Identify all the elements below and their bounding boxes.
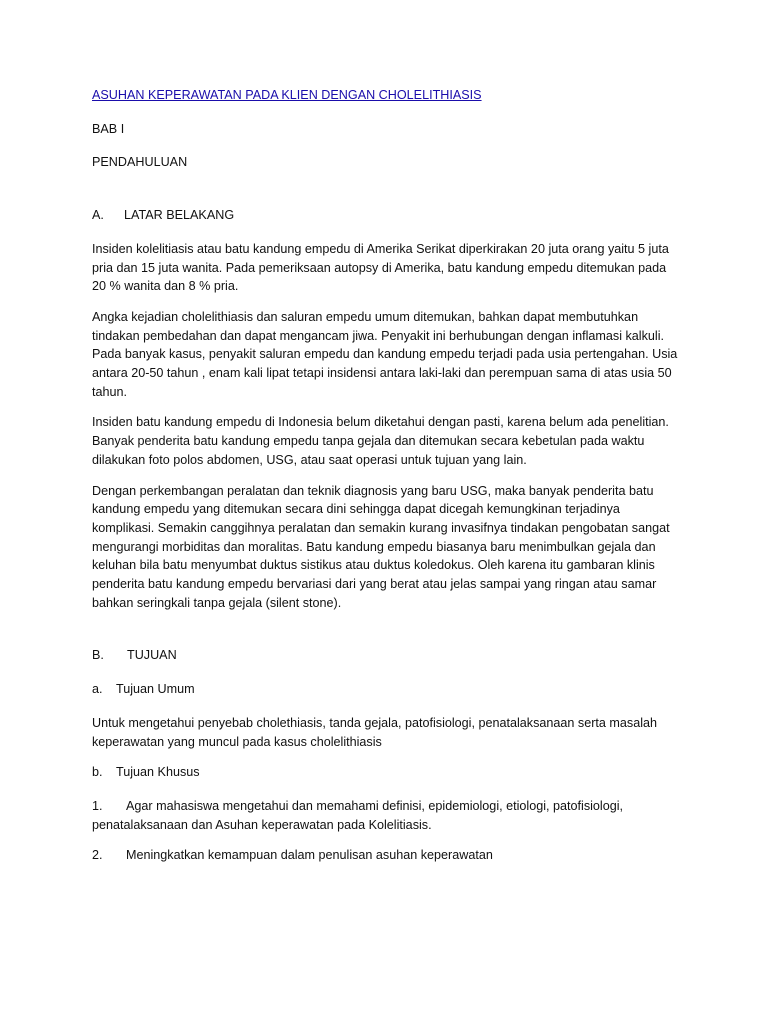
section-b-number: B. — [92, 648, 104, 663]
tujuan-umum-text: Untuk mengetahui penyebab cholethiasis, tanda gejala, patofisiologi, penatalaksanaan serta masalah keperawatan yang muncul pada kasus cholelithiasis — [92, 715, 658, 749]
section-b-title: TUJUAN — [127, 648, 177, 663]
subsection-a-title: Tujuan Umum — [116, 682, 195, 697]
section-a-heading — [92, 206, 682, 225]
subsection-a-heading — [92, 680, 682, 699]
list-item — [92, 797, 682, 834]
paragraph-1: Insiden kolelitiasis atau batu kandung empedu di Amerika Serikat diperkirakan 20 juta orang yaitu 5 juta pria dan 15 juta wanita. Pada pemeriksaan autopsy di Amerika, batu kandung empedu ditemukan pada 20 % wanita dan 8 % pria. — [92, 241, 669, 294]
list-item-number: 1. — [92, 798, 103, 813]
document-page — [92, 86, 682, 877]
paragraph-4: Dengan perkembangan peralatan dan teknik diagnosis yang baru USG, maka banyak penderita batu kandung empedu yang ditemukan secara dini sehingga dapat dicegah kemungkinan terjadinya komplikasi. Semakin canggihnya peralatan dan semakin kurang invasifnya tindakan pengobatan sangat mengurangi morbiditas dan moralitas. Batu kandung empedu biasanya baru menimbulkan gejala dan keluhan bila batu menyumbat duktus sistikus atau duktus koledokus. Oleh karena itu gambaran klinis penderita batu kandung empedu bervariasi dari yang berat atau jelas sampai yang ringan atau samar bahkan seringkali tanpa gejala (silent stone). — [92, 483, 670, 610]
section-a-number: A. — [92, 208, 104, 223]
list-item-number: 2. — [92, 848, 103, 863]
chapter-title: PENDAHULUAN — [92, 155, 188, 170]
subsection-b-title: Tujuan Khusus — [116, 765, 200, 780]
list-item-text: Agar mahasiswa mengetahui dan memahami definisi, epidemiologi, etiologi, patofisiologi, penatalaksanaan dan Asuhan keperawatan pada Kolelitiasis. — [92, 798, 624, 832]
subsection-b-number: b. — [92, 765, 103, 780]
paragraph-2: Angka kejadian cholelithiasis dan saluran empedu umum ditemukan, bahkan dapat membutuhkan tindakan pembedahan dan dapat mengancam jiwa. Penyakit ini berhubungan dengan inflamasi kalkuli. Pada banyak kasus, penyakit saluran empedu dan kandung empedu terjadi pada usia pertengahan. Usia antara 20-50 tahun , enam kali lipat tetapi insidensi antara laki-laki dan perempuan sama di atas usia 50 tahun. — [92, 309, 678, 399]
section-a-title: LATAR BELAKANG — [124, 208, 235, 223]
list-item — [92, 846, 682, 865]
document-title-link[interactable]: ASUHAN KEPERAWATAN PADA KLIEN DENGAN CHOLELITHIASIS — [92, 88, 482, 102]
list-item-text: Meningkatkan kemampuan dalam penulisan asuhan keperawatan — [126, 848, 493, 863]
subsection-a-number: a. — [92, 682, 103, 697]
paragraph-3: Insiden batu kandung empedu di Indonesia belum diketahui dengan pasti, karena belum ada penelitian. Banyak penderita batu kandung empedu tanpa gejala dan ditemukan secara kebetulan pada waktu dilakukan foto polos abdomen, USG, atau saat operasi untuk tujuan yang lain. — [92, 415, 669, 467]
subsection-b-heading — [92, 763, 682, 782]
section-b-heading — [92, 646, 682, 665]
bab-label: BAB I — [92, 121, 125, 136]
